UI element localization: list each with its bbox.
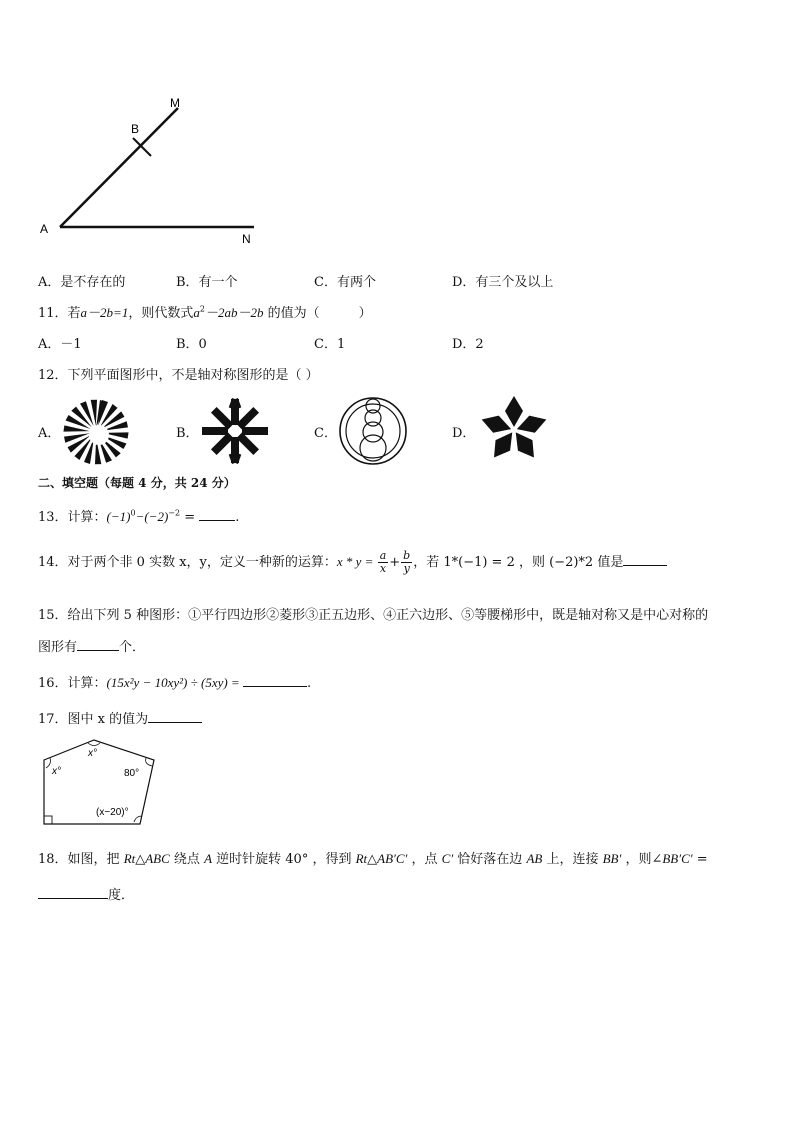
q14-stem: 14．对于两个非 0 实数 x，y，定义一种新的运算：x * y = $\frac{a}{x}$ + $\frac{b}{y}$ ，若 1*(−1) = 2 ，则 (−2)*2 值是 [38, 550, 667, 575]
q10-option-a: A．是不存在的 [38, 275, 126, 290]
q12-figure-c-icon [338, 396, 408, 466]
q10-option-b: B．有一个 [176, 275, 238, 290]
q17-label-right: 80° [124, 768, 140, 779]
q11-option-c: C．1 [314, 337, 346, 352]
q11-option-a: A．－1 [38, 337, 82, 352]
q17-label-left: x° [52, 766, 61, 777]
label-n: N [242, 232, 251, 246]
q12-label-c: C． [314, 426, 337, 441]
label-m: M [170, 96, 180, 110]
q15-line1: 15．给出下列 5 种图形：①平行四边形②菱形③正五边形、④正六边形、⑤等腰梯形中，既是轴对称又是中心对称的 [38, 608, 709, 623]
q17-pentagon-figure [36, 736, 166, 832]
q10-option-c: C．有两个 [314, 275, 376, 290]
q13-stem: 13．计算：$(-1)^0-(-2)^{-2}$ = . [38, 508, 240, 525]
q12-figure-b-icon [200, 398, 270, 464]
q17-stem: 17．图中 x 的值为 [38, 708, 202, 727]
section-2-title: 二、填空题（每题 4 分，共 24 分） [38, 476, 236, 490]
q12-label-b: B． [176, 426, 199, 441]
q18-line1: 18．如图，把 Rt△ABC 绕点 A 逆时针旋转 40° ，得到 Rt△AB′C′ ，点 C′ 恰好落在边 AB 上，连接 BB′ ，则∠BB′C′ = [38, 851, 708, 867]
q11-stem: 11．若a－2b=1，则代数式$a^2-2ab-2b$ 的值为（ ） [38, 304, 372, 321]
q11-option-b: B．0 [176, 337, 207, 352]
q18-line2: 度． [38, 884, 134, 903]
q17-label-top: x° [88, 748, 97, 759]
q15-line2: 图形有 个． [38, 640, 146, 655]
q10-option-d: D．有三个及以上 [452, 275, 554, 290]
q12-label-d: D． [452, 426, 476, 441]
q12-figure-d-icon [476, 394, 552, 466]
q12-label-a: A． [38, 426, 61, 441]
q16-stem: 16．计算：(15x²y − 10xy²) ÷ (5xy) = . [38, 675, 312, 691]
q11-option-d: D．2 [452, 337, 484, 352]
angle-figure [30, 90, 270, 250]
q12-figure-a-icon [60, 398, 132, 466]
q17-label-bottom: (x−20)° [96, 807, 129, 818]
label-a: A [40, 222, 49, 236]
q12-stem: 12．下列平面图形中，不是轴对称图形的是（ ） [38, 368, 319, 383]
label-b: B [131, 122, 140, 136]
